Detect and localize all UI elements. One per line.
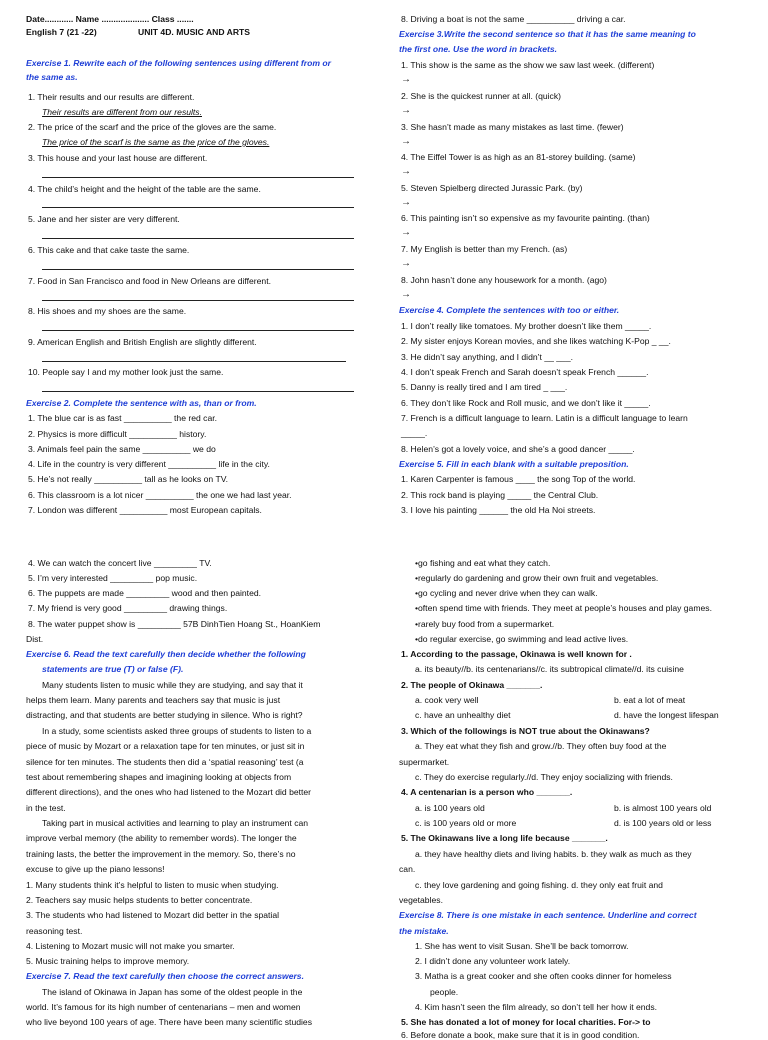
ex7-options-cont: can. bbox=[399, 864, 416, 874]
ex5-item: 6. The puppets are made _________ wood and then painted. bbox=[28, 588, 262, 598]
ex7-option[interactable]: d. have the longest lifespan bbox=[614, 710, 719, 720]
ex5-item: 4. We can watch the concert live _________ TV. bbox=[28, 558, 212, 568]
ex1-item: 2. The price of the scarf and the price of the gloves are the same. bbox=[28, 122, 277, 132]
ex6-statement-cont: reasoning test. bbox=[26, 926, 83, 936]
ex2-item-8: 8. Driving a boat is not the same __________ driving a car. bbox=[401, 14, 626, 24]
ex5-title: Exercise 5. Fill in each blank with a suitable preposition. bbox=[399, 459, 629, 469]
ex7-text: who live beyond 100 years of age. There have been many scientific studies bbox=[26, 1017, 312, 1027]
ex6-text: test about remembering shapes and imagining looking at objects from bbox=[26, 772, 292, 782]
ex7-text: world. It’s famous for its high number of centenarians – men and women bbox=[26, 1002, 301, 1012]
ex4-item: 4. I don’t speak French and Sarah doesn’t speak French ______. bbox=[401, 367, 649, 377]
answer-line[interactable] bbox=[42, 177, 354, 178]
ex1-item: 1. Their results and our results are different. bbox=[28, 92, 195, 102]
arrow-icon: → bbox=[401, 105, 411, 116]
ex4-item: 5. Danny is really tired and I am tired _ ___. bbox=[401, 382, 568, 392]
ex6-title-2: statements are true (T) or false (F). bbox=[42, 664, 184, 674]
answer-line[interactable] bbox=[42, 361, 346, 362]
ex1-item: 3. This house and your last house are different. bbox=[28, 153, 208, 163]
ex4-title: Exercise 4. Complete the sentences with too or either. bbox=[399, 305, 620, 315]
ex8-item: 4. Kim hasn’t seen the film already, so don’t tell her how it ends. bbox=[415, 1002, 658, 1012]
ex2-item: 2. Physics is more difficult __________ history. bbox=[28, 429, 207, 439]
ex2-item: 6. This classroom is a lot nicer __________ the one we had last year. bbox=[28, 490, 292, 500]
ex3-title: Exercise 3.Write the second sentence so that it has the same meaning to bbox=[399, 29, 696, 39]
ex6-statement: 1. Many students think it’s helpful to listen to music when studying. bbox=[26, 880, 279, 890]
ex6-statement: 4. Listening to Mozart music will not make you smarter. bbox=[26, 941, 235, 951]
ex1-item: 9. American English and British English are slightly different. bbox=[28, 337, 257, 347]
answer-line[interactable] bbox=[42, 330, 354, 331]
ex5-item: 8. The water puppet show is _________ 57B DinhTien Hoang St., HoanKiem bbox=[28, 619, 321, 629]
ex7-options: c. they love gardening and going fishing. d. they only eat fruit and bbox=[415, 880, 663, 890]
ex7-question: 4. A centenarian is a person who _______. bbox=[401, 787, 573, 797]
ex2-item: 7. London was different __________ most European capitals. bbox=[28, 505, 262, 515]
answer-line[interactable] bbox=[42, 269, 354, 270]
ex1-example-answer: Their results are different from our results. bbox=[42, 107, 202, 117]
arrow-icon: → bbox=[401, 258, 411, 269]
answer-line[interactable] bbox=[42, 207, 354, 208]
ex6-text: training lasts, the better the improvement in the memory. So, there’s no bbox=[26, 849, 296, 859]
ex7-options: c. They do exercise regularly.//d. They enjoy socializing with friends. bbox=[415, 772, 673, 782]
answer-line[interactable] bbox=[42, 300, 354, 301]
ex1-item: 7. Food in San Francisco and food in New Orleans are different. bbox=[28, 276, 271, 286]
ex7-option[interactable]: b. eat a lot of meat bbox=[614, 695, 686, 705]
ex7-option[interactable]: a. is 100 years old bbox=[415, 803, 485, 813]
ex4-item: 8. Helen’s got a lovely voice, and she’s a good dancer _____. bbox=[401, 444, 635, 454]
arrow-icon: → bbox=[401, 166, 411, 177]
ex6-text: in the test. bbox=[26, 803, 66, 813]
ex6-text: distracting, and that students are better studying in silence. Who is right? bbox=[26, 710, 303, 720]
ex8-item: 6. Before donate a book, make sure that it is in good condition. bbox=[401, 1030, 640, 1040]
ex7-question: 2. The people of Okinawa _______. bbox=[401, 680, 543, 690]
ex7-question: 3. Which of the followings is NOT true about the Okinawans? bbox=[401, 726, 650, 736]
ex6-text: helps them learn. Many parents and teachers say that music is just bbox=[26, 695, 281, 705]
ex7-option[interactable]: a. cook very well bbox=[415, 695, 479, 705]
ex7-options-cont: supermarket. bbox=[399, 757, 450, 767]
ex5-item: 7. My friend is very good _________ drawing things. bbox=[28, 603, 228, 613]
ex5-item: 5. I’m very interested _________ pop music. bbox=[28, 573, 198, 583]
ex5-item: 3. I love his painting ______ the old Ha Noi streets. bbox=[401, 505, 596, 515]
ex6-statement: 3. The students who had listened to Mozart did better in the spatial bbox=[26, 910, 280, 920]
ex3-item: 5. Steven Spielberg directed Jurassic Park. (by) bbox=[401, 183, 583, 193]
ex1-item: 4. The child’s height and the height of the table are the same. bbox=[28, 184, 261, 194]
header-line1: Date............ Name .................... Class ....... bbox=[26, 14, 194, 24]
ex6-text: silence for ten minutes. The students then did a ‘spatial reasoning’ test (a bbox=[26, 757, 304, 767]
ex7-bullet: •go cycling and never drive when they can walk. bbox=[415, 588, 598, 598]
ex8-item-cont: people. bbox=[430, 987, 459, 997]
ex4-item: 1. I don’t really like tomatoes. My brother doesn’t like them _____. bbox=[401, 321, 652, 331]
header-course: English 7 (21 -22) bbox=[26, 27, 97, 37]
ex6-text: improve verbal memory (the ability to remember words). The longer the bbox=[26, 833, 297, 843]
ex2-item: 5. He’s not really __________ tall as he looks on TV. bbox=[28, 474, 229, 484]
ex6-text: Many students listen to music while they are studying, and say that it bbox=[42, 680, 303, 690]
ex8-item: 2. I didn’t done any volunteer work lately. bbox=[415, 956, 571, 966]
ex3-item: 4. The Eiffel Tower is as high as an 81-storey building. (same) bbox=[401, 152, 636, 162]
ex8-title-2: the mistake. bbox=[399, 926, 449, 936]
ex3-item: 2. She is the quickest runner at all. (quick) bbox=[401, 91, 562, 101]
ex5-item: 2. This rock band is playing _____ the Central Club. bbox=[401, 490, 599, 500]
ex7-bullet: •go fishing and eat what they catch. bbox=[415, 558, 551, 568]
ex4-item: 3. He didn’t say anything, and I didn’t __ ___. bbox=[401, 352, 573, 362]
ex8-item: 1. She has went to visit Susan. She’ll be back tomorrow. bbox=[415, 941, 629, 951]
ex8-item: 5. She has donated a lot of money for local charities. For-> to bbox=[401, 1017, 651, 1027]
ex1-example-answer: The price of the scarf is the same as the price of the gloves. bbox=[42, 137, 270, 147]
ex7-options: a. They eat what they fish and grow.//b. They often buy food at the bbox=[415, 741, 667, 751]
ex2-item: 3. Animals feel pain the same __________ we do bbox=[28, 444, 216, 454]
ex3-item: 8. John hasn’t done any housework for a month. (ago) bbox=[401, 275, 607, 285]
ex1-item: 6. This cake and that cake taste the same. bbox=[28, 245, 190, 255]
ex3-item: 7. My English is better than my French. (as) bbox=[401, 244, 568, 254]
ex7-text: The island of Okinawa in Japan has some of the oldest people in the bbox=[42, 987, 303, 997]
ex7-bullet: •often spend time with friends. They meet at people’s houses and play games. bbox=[415, 603, 712, 613]
arrow-icon: → bbox=[401, 74, 411, 85]
ex4-item: 7. French is a difficult language to learn. Latin is a difficult language to learn bbox=[401, 413, 688, 423]
ex3-item: 6. This painting isn’t so expensive as my favourite painting. (than) bbox=[401, 213, 650, 223]
ex7-option[interactable]: b. is almost 100 years old bbox=[614, 803, 712, 813]
ex6-statement: 2. Teachers say music helps students to better concentrate. bbox=[26, 895, 253, 905]
answer-line[interactable] bbox=[42, 238, 354, 239]
ex8-title: Exercise 8. There is one mistake in each sentence. Underline and correct bbox=[399, 910, 697, 920]
ex4-item: 2. My sister enjoys Korean movies, and she likes watching K-Pop _ __. bbox=[401, 336, 671, 346]
ex6-title: Exercise 6. Read the text carefully then decide whether the following bbox=[26, 649, 306, 659]
ex6-text: excuse to give up the piano lessons! bbox=[26, 864, 165, 874]
ex7-option[interactable]: d. is 100 years old or less bbox=[614, 818, 712, 828]
ex1-item: 8. His shoes and my shoes are the same. bbox=[28, 306, 187, 316]
ex7-option[interactable]: c. is 100 years old or more bbox=[415, 818, 517, 828]
ex7-options-cont: vegetables. bbox=[399, 895, 443, 905]
ex6-text: piece of music by Mozart or a relaxation tape for ten minutes, or just sit in bbox=[26, 741, 305, 751]
ex2-item: 1. The blue car is as fast __________ the red car. bbox=[28, 413, 218, 423]
ex7-question: 5. The Okinawans live a long life because _______. bbox=[401, 833, 608, 843]
ex3-item: 3. She hasn’t made as many mistakes as last time. (fewer) bbox=[401, 122, 624, 132]
ex3-item: 1. This show is the same as the show we saw last week. (different) bbox=[401, 60, 655, 70]
ex1-title-2: the same as. bbox=[26, 72, 78, 82]
answer-line[interactable] bbox=[42, 391, 354, 392]
ex8-item: 3. Matha is a great cooker and she often cooks dinner for homeless bbox=[415, 971, 672, 981]
ex7-bullet: •do regular exercise, go swimming and lead active lives. bbox=[415, 634, 629, 644]
arrow-icon: → bbox=[401, 227, 411, 238]
ex3-title-2: the first one. Use the word in brackets. bbox=[399, 44, 558, 54]
ex6-text: different directions), and the ones who had listened to the Mozart did better bbox=[26, 787, 312, 797]
ex7-options: a. its beauty//b. its centenarians//c. its subtropical climate//d. its cuisine bbox=[415, 664, 684, 674]
ex7-bullet: •regularly do gardening and grow their own fruit and vegetables. bbox=[415, 573, 659, 583]
arrow-icon: → bbox=[401, 136, 411, 147]
ex7-title: Exercise 7. Read the text carefully then choose the correct answers. bbox=[26, 971, 304, 981]
ex1-item: 5. Jane and her sister are very different. bbox=[28, 214, 180, 224]
ex6-text: Taking part in musical activities and learning to play an instrument can bbox=[42, 818, 309, 828]
arrow-icon: → bbox=[401, 289, 411, 300]
ex4-item-cont: _____. bbox=[401, 428, 428, 438]
ex2-title: Exercise 2. Complete the sentence with as, than or from. bbox=[26, 398, 257, 408]
header-unit: UNIT 4D. MUSIC AND ARTS bbox=[138, 27, 251, 37]
ex5-item-cont: Dist. bbox=[26, 634, 44, 644]
ex6-statement: 5. Music training helps to improve memory. bbox=[26, 956, 190, 966]
ex2-item: 4. Life in the country is very different __________ life in the city. bbox=[28, 459, 270, 469]
ex4-item: 6. They don’t like Rock and Roll music, and we don’t like it _____. bbox=[401, 398, 651, 408]
ex5-item: 1. Karen Carpenter is famous ____ the song Top of the world. bbox=[401, 474, 636, 484]
ex7-option[interactable]: c. have an unhealthy diet bbox=[415, 710, 511, 720]
ex6-text: In a study, some scientists asked three groups of students to listen to a bbox=[42, 726, 312, 736]
ex1-title: Exercise 1. Rewrite each of the following sentences using different from or bbox=[26, 58, 331, 68]
arrow-icon: → bbox=[401, 197, 411, 208]
ex7-bullet: •rarely buy food from a supermarket. bbox=[415, 619, 555, 629]
ex1-item: 10. People say I and my mother look just the same. bbox=[28, 367, 224, 377]
ex7-options: a. they have healthy diets and living habits. b. they walk as much as they bbox=[415, 849, 692, 859]
ex7-question: 1. According to the passage, Okinawa is well known for . bbox=[401, 649, 632, 659]
